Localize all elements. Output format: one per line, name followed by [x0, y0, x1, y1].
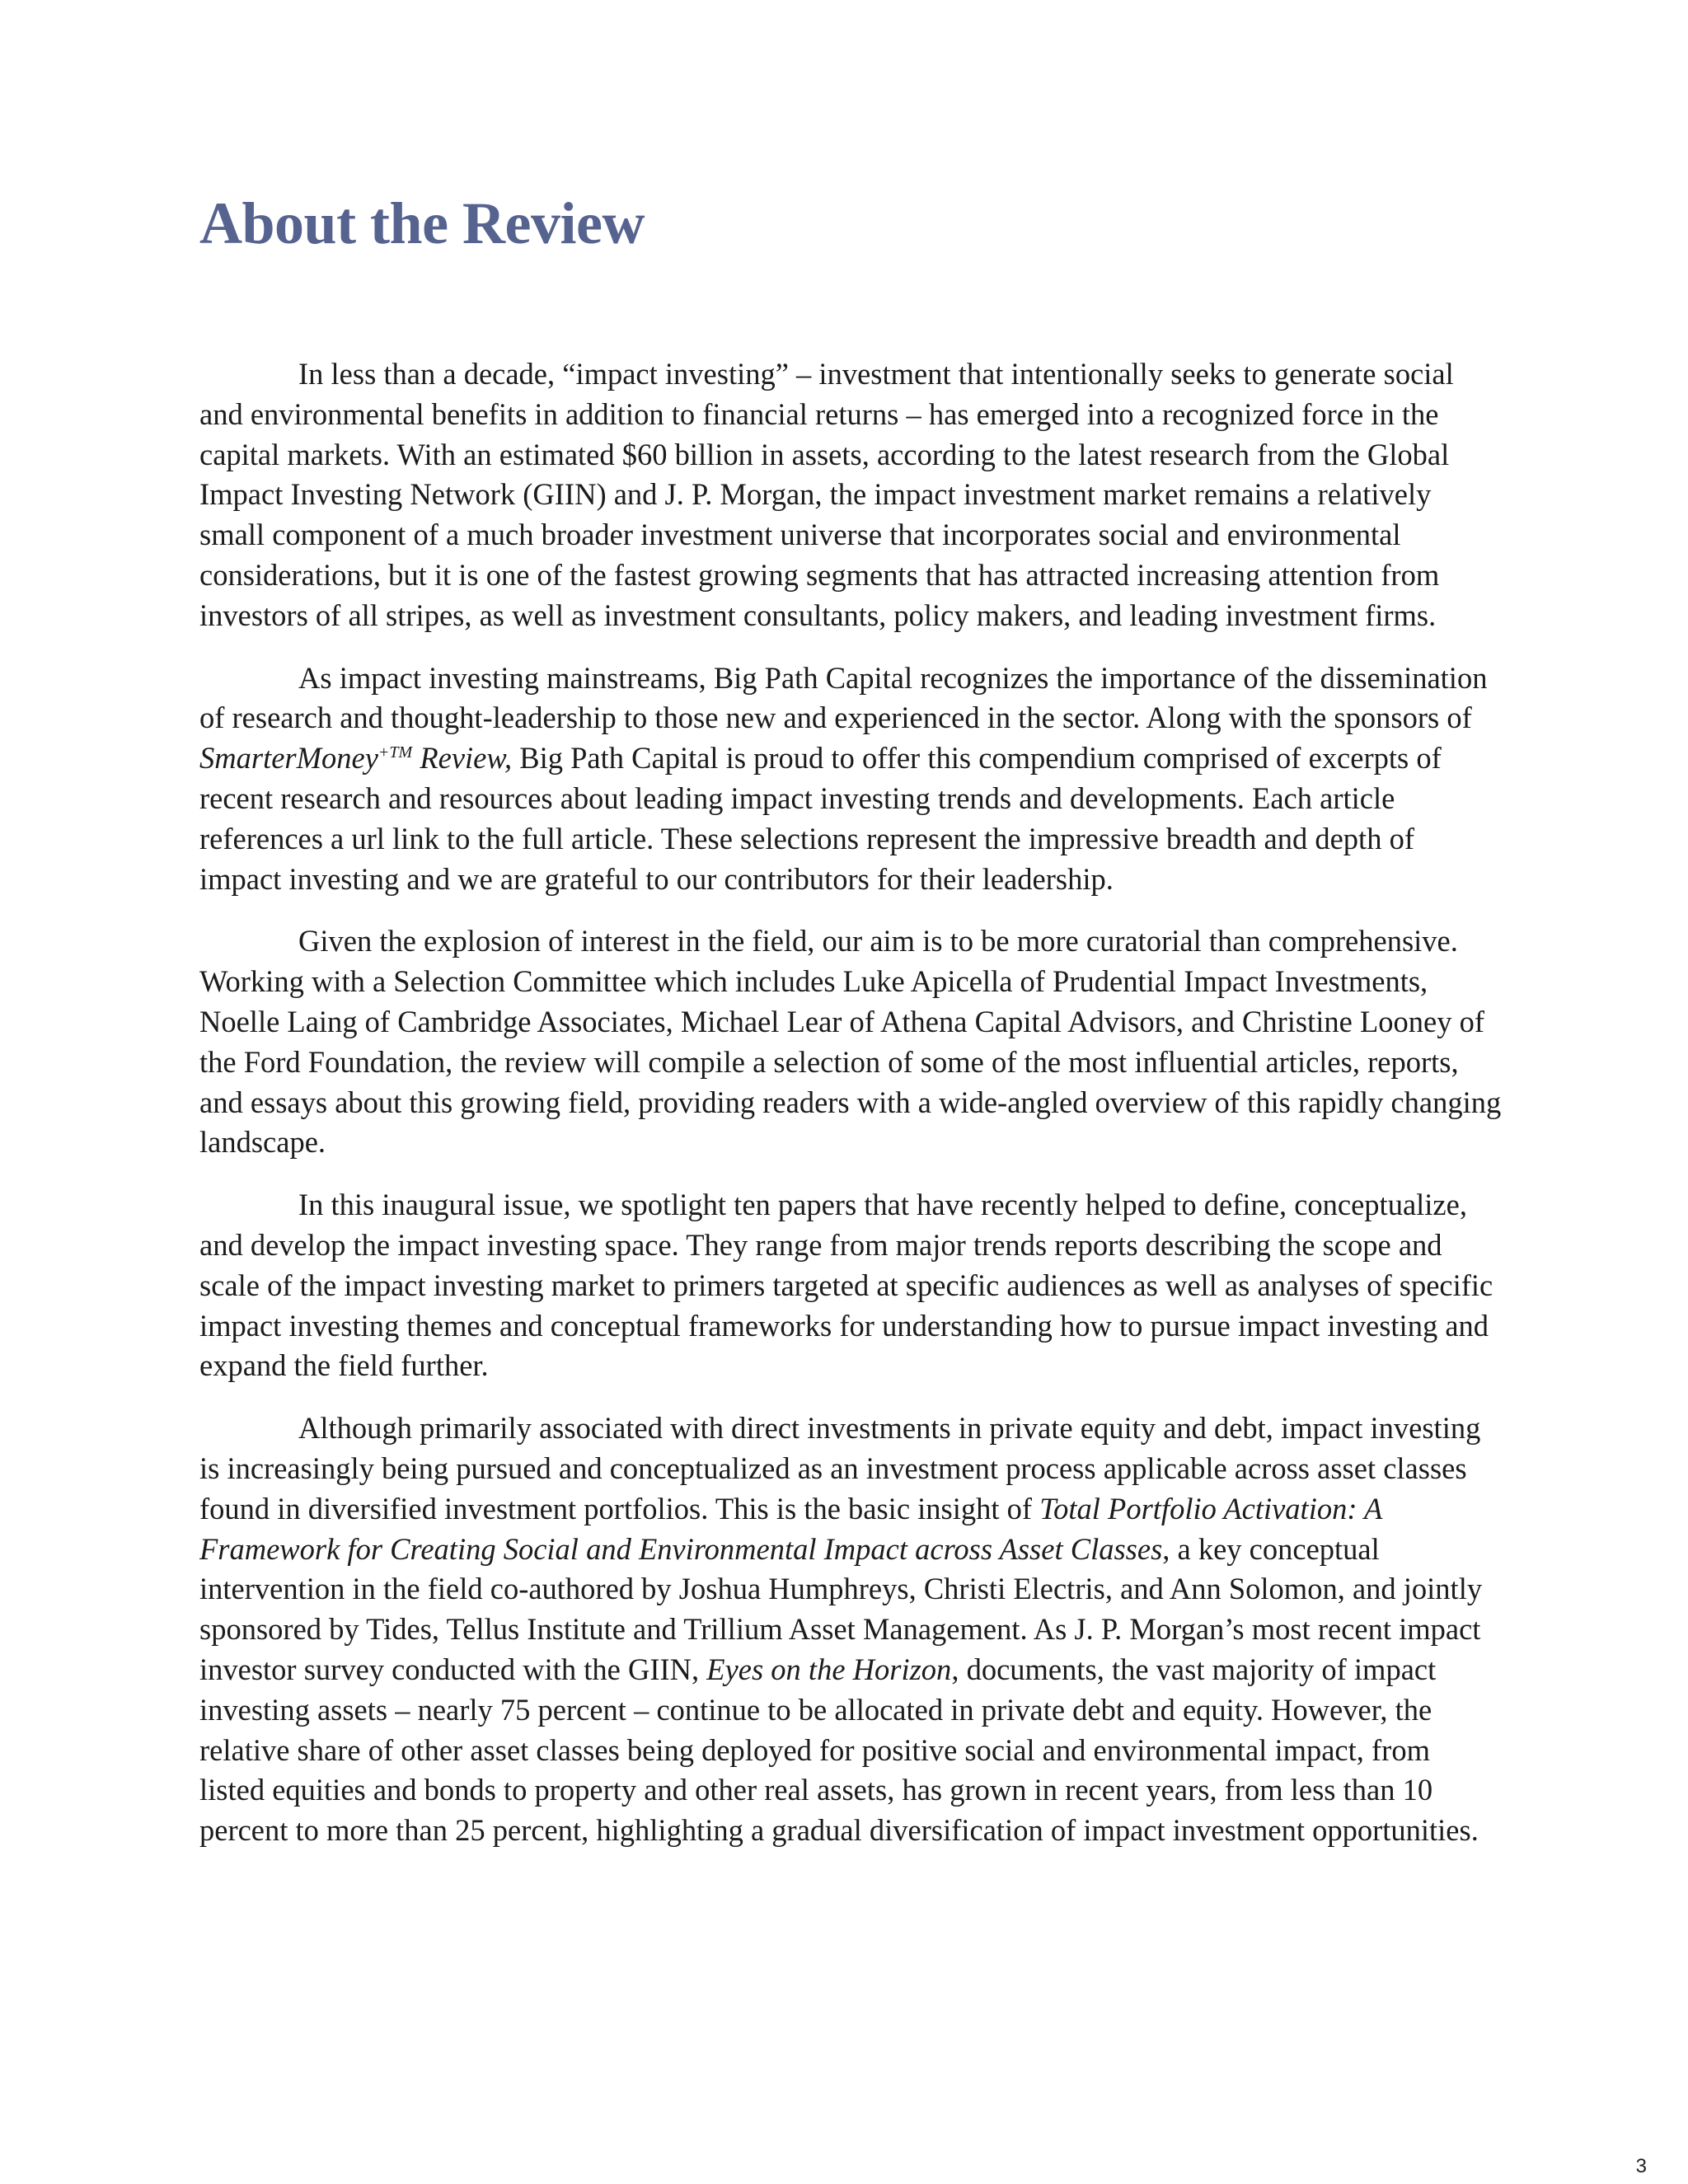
page-title: About the Review — [199, 190, 645, 256]
paragraph-5-text-before: Although primarily associated with direct investments in private equity and debt, impact investing is increasingly being pursued and conceptualized as an investment process applicable across asset classes found in diversified investment portfolios. This is the basic insight of — [199, 1411, 1481, 1526]
review-name: Review, — [412, 741, 513, 776]
smartermoney-name: SmarterMoney — [199, 741, 378, 776]
paragraph-3: Given the explosion of interest in the field, our aim is to be more curatorial than comprehensive. Working with a Selection Committee which includes Luke Apicella of Prudential Impact Investments, Noelle Laing of Cambridge Associates, Michael Lear of Athena Capital Advisors, and Christine Looney of the Ford Foundation, the review will compile a selection of some of the most influential articles, reports, and essays about this growing field, providing readers with a wide-angled overview of this rapidly changing landscape. — [199, 924, 1502, 1160]
paragraph-2 — [199, 658, 1502, 900]
trademark-superscript: +TM — [377, 743, 413, 762]
paragraph-2-text-before: As impact investing mainstreams, Big Path Capital recognizes the importance of the dissemination of research and thought-leadership to those new and experienced in the sector. Along with the sponsors of — [199, 660, 1488, 735]
body-text — [199, 354, 1502, 1873]
page-number: 3 — [1635, 2155, 1647, 2177]
paragraph-4: In this inaugural issue, we spotlight ten papers that have recently helped to define, conceptualize, and develop the impact investing space. They range from major trends reports describing the scope and scale of the impact investing market to primers targeted at specific audiences as well as analyses of specific impact investing themes and conceptual frameworks for understanding how to pursue impact investing and expand the field further. — [199, 1188, 1493, 1383]
paragraph-2-text-after: Big Path Capital is proud to offer this compendium comprised of excerpts of recent research and resources about leading impact investing trends and developments. Each article references a url link to the full article. These selections represent the impressive breadth and depth of impact investing and we are grateful to our contributors for their leadership. — [199, 741, 1442, 896]
eyes-on-the-horizon-title: Eyes on the Horizon — [706, 1652, 952, 1686]
paragraph-5-text-after: , documents, the vast majority of impact investing assets – nearly 75 percent – continue to be allocated in private debt and equity. However, the relative share of other asset classes being deployed for positive social and environmental impact, from listed equities and bonds to property and other real assets, has grown in recent years, from less than 10 percent to more than 25 percent, highlighting a gradual diversification of impact investment opportunities. — [199, 1652, 1479, 1848]
paragraph-1: In less than a decade, “impact investing” – investment that intentionally seeks to generate social and environmental benefits in addition to financial returns – has emerged into a recognized force in the capital markets. With an estimated $60 billion in assets, according to the latest research from the Global Impact Investing Network (GIIN) and J. P. Morgan, the impact investment market remains a relatively small component of a much broader investment universe that incorporates social and environmental considerations, but it is one of the fastest growing segments that has attracted increasing attention from investors of all stripes, as well as investment consultants, policy makers, and leading investment firms. — [199, 357, 1454, 632]
paragraph-5 — [199, 1408, 1502, 1851]
total-portfolio-activation-title: Total Portfolio Activation: A Framework for Creating Social and Environmental Impact across Asset Classes — [199, 1491, 1382, 1566]
paragraph-5-text-middle: , a key conceptual intervention in the field co-authored by Joshua Humphreys, Christi Electris, and Ann Solomon, and jointly sponsored by Tides, Tellus Institute and Trillium Asset Management. As J. P. Morgan’s most recent impact investor survey conducted with the GIIN, — [199, 1531, 1483, 1686]
